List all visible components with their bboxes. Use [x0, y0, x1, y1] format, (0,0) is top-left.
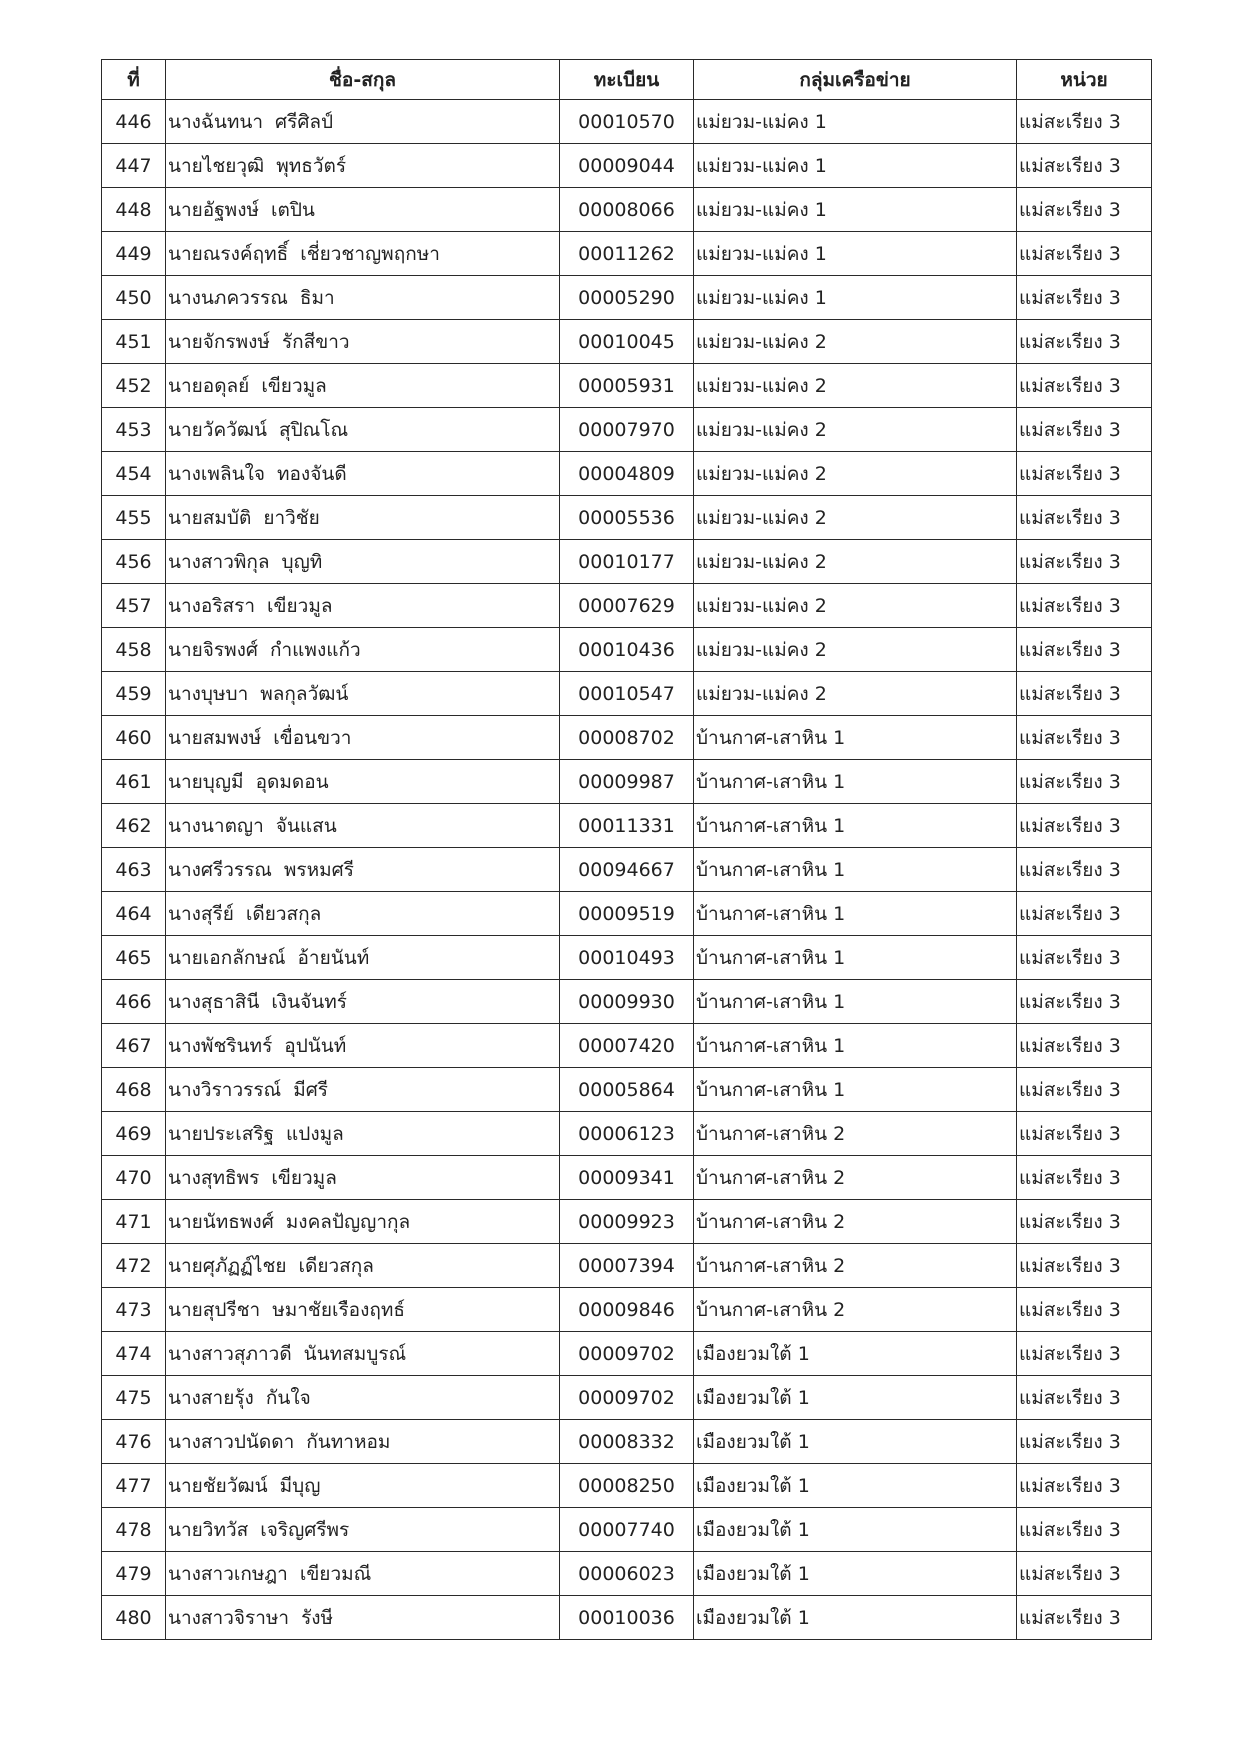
- unit: แม่สะเรียง 3: [1017, 892, 1152, 936]
- member-name: [166, 672, 560, 716]
- network-group: เมืองยวมใต้ 1: [694, 1464, 1017, 1508]
- first-name: นายอดุลย์: [168, 374, 250, 397]
- member-name: [166, 628, 560, 672]
- member-name: [166, 892, 560, 936]
- first-name: นายณรงค์ฤทธิ์: [168, 242, 289, 265]
- table-row: [102, 892, 1152, 936]
- network-group: บ้านกาศ-เสาหิน 1: [694, 980, 1017, 1024]
- member-name: [166, 760, 560, 804]
- row-number: 468: [102, 1068, 166, 1112]
- table-row: [102, 716, 1152, 760]
- last-name: พรหมศรี: [283, 858, 354, 881]
- unit: แม่สะเรียง 3: [1017, 1376, 1152, 1420]
- member-name: [166, 1596, 560, 1640]
- table-row: [102, 936, 1152, 980]
- member-name: [166, 1288, 560, 1332]
- unit: แม่สะเรียง 3: [1017, 584, 1152, 628]
- row-number: 451: [102, 320, 166, 364]
- unit: แม่สะเรียง 3: [1017, 1244, 1152, 1288]
- row-number: 479: [102, 1552, 166, 1596]
- registration-number: 00007420: [560, 1024, 694, 1068]
- first-name: นางพัชรินทร์: [168, 1034, 273, 1057]
- last-name: พลกุลวัฒน์: [260, 682, 349, 705]
- row-number: 455: [102, 496, 166, 540]
- unit: แม่สะเรียง 3: [1017, 1288, 1152, 1332]
- first-name: นางฉันทนา: [168, 110, 264, 133]
- network-group: บ้านกาศ-เสาหิน 1: [694, 760, 1017, 804]
- first-name: นายวิทวัส: [168, 1518, 249, 1541]
- network-group: เมืองยวมใต้ 1: [694, 1332, 1017, 1376]
- member-name: [166, 1464, 560, 1508]
- member-name: [166, 276, 560, 320]
- registration-number: 00007629: [560, 584, 694, 628]
- unit: แม่สะเรียง 3: [1017, 540, 1152, 584]
- table-row: [102, 584, 1152, 628]
- network-group: เมืองยวมใต้ 1: [694, 1552, 1017, 1596]
- table-row: [102, 100, 1152, 144]
- network-group: แม่ยวม-แม่คง 2: [694, 628, 1017, 672]
- unit: แม่สะเรียง 3: [1017, 452, 1152, 496]
- row-number: 472: [102, 1244, 166, 1288]
- first-name: นายนัทธพงศ์: [168, 1210, 274, 1233]
- last-name: พุทธวัตร์: [276, 154, 347, 177]
- unit: แม่สะเรียง 3: [1017, 672, 1152, 716]
- table-row: [102, 1112, 1152, 1156]
- network-group: บ้านกาศ-เสาหิน 1: [694, 936, 1017, 980]
- table-row: [102, 320, 1152, 364]
- table-row: [102, 1420, 1152, 1464]
- registration-number: 00009702: [560, 1376, 694, 1420]
- registration-number: 00007394: [560, 1244, 694, 1288]
- first-name: นางสาวจิราษา: [168, 1606, 290, 1629]
- network-group: บ้านกาศ-เสาหิน 1: [694, 848, 1017, 892]
- table-row: [102, 452, 1152, 496]
- first-name: นางสาวพิกุล: [168, 550, 270, 573]
- table-row: [102, 364, 1152, 408]
- member-list-sheet: [101, 59, 1151, 1640]
- member-name: [166, 848, 560, 892]
- network-group: แม่ยวม-แม่คง 2: [694, 364, 1017, 408]
- network-group: เมืองยวมใต้ 1: [694, 1376, 1017, 1420]
- network-group: แม่ยวม-แม่คง 2: [694, 672, 1017, 716]
- network-group: บ้านกาศ-เสาหิน 1: [694, 1024, 1017, 1068]
- row-number: 459: [102, 672, 166, 716]
- registration-number: 00010036: [560, 1596, 694, 1640]
- network-group: บ้านกาศ-เสาหิน 2: [694, 1156, 1017, 1200]
- registration-number: 00009702: [560, 1332, 694, 1376]
- registration-number: 00010547: [560, 672, 694, 716]
- unit: แม่สะเรียง 3: [1017, 1508, 1152, 1552]
- unit: แม่สะเรียง 3: [1017, 1068, 1152, 1112]
- first-name: นายสมพงษ์: [168, 726, 262, 749]
- row-number: 471: [102, 1200, 166, 1244]
- first-name: นายสมบัติ: [168, 506, 252, 529]
- last-name: สุปิณโณ: [279, 418, 349, 441]
- last-name: บุญทิ: [281, 550, 323, 573]
- row-number: 448: [102, 188, 166, 232]
- unit: แม่สะเรียง 3: [1017, 320, 1152, 364]
- member-name: [166, 1156, 560, 1200]
- registration-number: 00009923: [560, 1200, 694, 1244]
- network-group: แม่ยวม-แม่คง 2: [694, 320, 1017, 364]
- member-name: [166, 1200, 560, 1244]
- member-name: [166, 188, 560, 232]
- member-name: [166, 232, 560, 276]
- first-name: นางอริสรา: [168, 594, 256, 617]
- member-name: [166, 980, 560, 1024]
- table-row: [102, 232, 1152, 276]
- registration-number: 00004809: [560, 452, 694, 496]
- table-row: [102, 1376, 1152, 1420]
- header-name: ชื่อ-สกุล: [166, 60, 560, 100]
- table-row: [102, 408, 1152, 452]
- row-number: 475: [102, 1376, 166, 1420]
- unit: แม่สะเรียง 3: [1017, 496, 1152, 540]
- first-name: นายจิรพงศ์: [168, 638, 258, 661]
- member-name: [166, 1420, 560, 1464]
- header-registration: ทะเบียน: [560, 60, 694, 100]
- table-row: [102, 848, 1152, 892]
- unit: แม่สะเรียง 3: [1017, 936, 1152, 980]
- network-group: บ้านกาศ-เสาหิน 1: [694, 1068, 1017, 1112]
- last-name: กันใจ: [265, 1386, 311, 1409]
- first-name: นางสาวสุภาวดี: [168, 1342, 292, 1365]
- registration-number: 00009987: [560, 760, 694, 804]
- row-number: 463: [102, 848, 166, 892]
- registration-number: 00007970: [560, 408, 694, 452]
- unit: แม่สะเรียง 3: [1017, 1332, 1152, 1376]
- unit: แม่สะเรียง 3: [1017, 1596, 1152, 1640]
- table-row: [102, 1332, 1152, 1376]
- first-name: นางสุทธิพร: [168, 1166, 260, 1189]
- first-name: นายอัฐพงษ์: [168, 198, 260, 221]
- table-row: [102, 144, 1152, 188]
- member-name: [166, 364, 560, 408]
- row-number: 457: [102, 584, 166, 628]
- row-number: 453: [102, 408, 166, 452]
- table-row: [102, 1244, 1152, 1288]
- table-row: [102, 1068, 1152, 1112]
- registration-number: 00005290: [560, 276, 694, 320]
- table-row: [102, 1024, 1152, 1068]
- registration-number: 00010045: [560, 320, 694, 364]
- unit: แม่สะเรียง 3: [1017, 848, 1152, 892]
- row-number: 461: [102, 760, 166, 804]
- row-number: 473: [102, 1288, 166, 1332]
- member-name: [166, 936, 560, 980]
- table-row: [102, 276, 1152, 320]
- unit: แม่สะเรียง 3: [1017, 1200, 1152, 1244]
- row-number: 458: [102, 628, 166, 672]
- last-name: มีบุญ: [279, 1474, 321, 1497]
- network-group: บ้านกาศ-เสาหิน 1: [694, 804, 1017, 848]
- member-name: [166, 1024, 560, 1068]
- registration-number: 00010177: [560, 540, 694, 584]
- member-name: [166, 320, 560, 364]
- member-name: [166, 1244, 560, 1288]
- registration-number: 00005536: [560, 496, 694, 540]
- unit: แม่สะเรียง 3: [1017, 1156, 1152, 1200]
- table-row: [102, 1508, 1152, 1552]
- member-name: [166, 1068, 560, 1112]
- table-row: [102, 496, 1152, 540]
- header-network-group: กลุ่มเครือข่าย: [694, 60, 1017, 100]
- registration-number: 00008702: [560, 716, 694, 760]
- row-number: 477: [102, 1464, 166, 1508]
- last-name: เขียวมูล: [261, 374, 327, 397]
- table-row: [102, 1156, 1152, 1200]
- last-name: อุปนันท์: [284, 1034, 347, 1057]
- network-group: บ้านกาศ-เสาหิน 2: [694, 1200, 1017, 1244]
- member-name: [166, 804, 560, 848]
- last-name: อุดมดอน: [255, 770, 329, 793]
- last-name: มีศรี: [293, 1078, 328, 1101]
- network-group: แม่ยวม-แม่คง 1: [694, 144, 1017, 188]
- registration-number: 00008332: [560, 1420, 694, 1464]
- last-name: นันทสมบูรณ์: [303, 1342, 407, 1365]
- header-no: ที่: [102, 60, 166, 100]
- first-name: นางศรีวรรณ: [168, 858, 272, 881]
- member-name: [166, 540, 560, 584]
- registration-number: 00011262: [560, 232, 694, 276]
- first-name: นางเพลินใจ: [168, 462, 265, 485]
- first-name: นายจักรพงษ์: [168, 330, 270, 353]
- table-row: [102, 760, 1152, 804]
- member-name: [166, 496, 560, 540]
- first-name: นางสุธาสินี: [168, 990, 260, 1013]
- first-name: นายชัยวัฒน์: [168, 1474, 268, 1497]
- row-number: 464: [102, 892, 166, 936]
- member-name: [166, 408, 560, 452]
- registration-number: 00007740: [560, 1508, 694, 1552]
- table-row: [102, 1200, 1152, 1244]
- table-row: [102, 1552, 1152, 1596]
- last-name: ศรีศิลป์: [275, 110, 334, 133]
- network-group: บ้านกาศ-เสาหิน 1: [694, 892, 1017, 936]
- table-row: [102, 188, 1152, 232]
- unit: แม่สะเรียง 3: [1017, 144, 1152, 188]
- first-name: นางสายรุ้ง: [168, 1386, 254, 1409]
- network-group: แม่ยวม-แม่คง 2: [694, 584, 1017, 628]
- registration-number: 00010436: [560, 628, 694, 672]
- row-number: 465: [102, 936, 166, 980]
- registration-number: 00011331: [560, 804, 694, 848]
- network-group: บ้านกาศ-เสาหิน 2: [694, 1244, 1017, 1288]
- row-number: 474: [102, 1332, 166, 1376]
- table-row: [102, 628, 1152, 672]
- table-row: [102, 672, 1152, 716]
- network-group: บ้านกาศ-เสาหิน 1: [694, 716, 1017, 760]
- row-number: 452: [102, 364, 166, 408]
- last-name: ยาวิชัย: [263, 506, 320, 529]
- last-name: รังษี: [301, 1606, 334, 1629]
- first-name: นางสาวเกษฎา: [168, 1562, 288, 1585]
- row-number: 446: [102, 100, 166, 144]
- last-name: เดียวสกุล: [245, 902, 322, 925]
- table-header-row: [102, 60, 1152, 100]
- network-group: แม่ยวม-แม่คง 2: [694, 452, 1017, 496]
- first-name: นายสุปรีชา: [168, 1298, 261, 1321]
- network-group: เมืองยวมใต้ 1: [694, 1596, 1017, 1640]
- unit: แม่สะเรียง 3: [1017, 628, 1152, 672]
- last-name: อ้ายนันท์: [297, 946, 370, 969]
- first-name: นางบุษบา: [168, 682, 249, 705]
- registration-number: 00005931: [560, 364, 694, 408]
- registration-number: 00009519: [560, 892, 694, 936]
- last-name: เงินจันทร์: [271, 990, 348, 1013]
- first-name: นายศุภัฏฏ์ไชย: [168, 1254, 287, 1277]
- registration-number: 00009846: [560, 1288, 694, 1332]
- first-name: นางนภควรรณ: [168, 286, 288, 309]
- table-row: [102, 1464, 1152, 1508]
- row-number: 450: [102, 276, 166, 320]
- registration-number: 00009930: [560, 980, 694, 1024]
- unit: แม่สะเรียง 3: [1017, 1464, 1152, 1508]
- registration-number: 00006123: [560, 1112, 694, 1156]
- last-name: แปงมูล: [286, 1122, 344, 1145]
- table-row: [102, 804, 1152, 848]
- last-name: ธิมา: [299, 286, 335, 309]
- member-name: [166, 584, 560, 628]
- member-name: [166, 716, 560, 760]
- first-name: นายประเสริฐ: [168, 1122, 275, 1145]
- member-name: [166, 100, 560, 144]
- last-name: จันแสน: [275, 814, 337, 837]
- registration-number: 00005864: [560, 1068, 694, 1112]
- last-name: ษมาชัยเรืองฤทธ์: [272, 1298, 405, 1321]
- member-name: [166, 144, 560, 188]
- row-number: 454: [102, 452, 166, 496]
- member-name: [166, 1376, 560, 1420]
- row-number: 467: [102, 1024, 166, 1068]
- row-number: 466: [102, 980, 166, 1024]
- row-number: 449: [102, 232, 166, 276]
- network-group: แม่ยวม-แม่คง 2: [694, 408, 1017, 452]
- first-name: นางสุรีย์: [168, 902, 234, 925]
- unit: แม่สะเรียง 3: [1017, 1420, 1152, 1464]
- registration-number: 00008066: [560, 188, 694, 232]
- network-group: แม่ยวม-แม่คง 2: [694, 540, 1017, 584]
- network-group: บ้านกาศ-เสาหิน 2: [694, 1112, 1017, 1156]
- registration-number: 00009044: [560, 144, 694, 188]
- registration-number: 00010493: [560, 936, 694, 980]
- member-name: [166, 1112, 560, 1156]
- network-group: แม่ยวม-แม่คง 1: [694, 276, 1017, 320]
- row-number: 476: [102, 1420, 166, 1464]
- row-number: 480: [102, 1596, 166, 1640]
- last-name: เขื่อนขวา: [273, 726, 352, 749]
- unit: แม่สะเรียง 3: [1017, 760, 1152, 804]
- network-group: แม่ยวม-แม่คง 1: [694, 232, 1017, 276]
- network-group: แม่ยวม-แม่คง 2: [694, 496, 1017, 540]
- last-name: มงคลปัญญากุล: [285, 1210, 411, 1233]
- unit: แม่สะเรียง 3: [1017, 1024, 1152, 1068]
- last-name: เตปิน: [271, 198, 315, 221]
- unit: แม่สะเรียง 3: [1017, 716, 1152, 760]
- member-table: [101, 59, 1152, 1640]
- table-row: [102, 980, 1152, 1024]
- network-group: แม่ยวม-แม่คง 1: [694, 100, 1017, 144]
- unit: แม่สะเรียง 3: [1017, 188, 1152, 232]
- last-name: เขียวมูล: [267, 594, 333, 617]
- first-name: นายไชยวุฒิ: [168, 154, 265, 177]
- member-name: [166, 1508, 560, 1552]
- last-name: เจริญศรีพร: [260, 1518, 350, 1541]
- last-name: เดียวสกุล: [298, 1254, 374, 1277]
- row-number: 478: [102, 1508, 166, 1552]
- last-name: เชี่ยวชาญพฤกษา: [300, 242, 440, 265]
- registration-number: 00009341: [560, 1156, 694, 1200]
- last-name: รักสีขาว: [281, 330, 350, 353]
- unit: แม่สะเรียง 3: [1017, 364, 1152, 408]
- first-name: นายวัควัฒน์: [168, 418, 267, 441]
- unit: แม่สะเรียง 3: [1017, 980, 1152, 1024]
- first-name: นางสาวปนัดดา: [168, 1430, 295, 1453]
- first-name: นางนาตญา: [168, 814, 264, 837]
- row-number: 460: [102, 716, 166, 760]
- last-name: เขียวมูล: [271, 1166, 337, 1189]
- member-name: [166, 1332, 560, 1376]
- last-name: ทองจันดี: [277, 462, 347, 485]
- member-name: [166, 1552, 560, 1596]
- network-group: เมืองยวมใต้ 1: [694, 1420, 1017, 1464]
- registration-number: 00094667: [560, 848, 694, 892]
- unit: แม่สะเรียง 3: [1017, 232, 1152, 276]
- network-group: บ้านกาศ-เสาหิน 2: [694, 1288, 1017, 1332]
- registration-number: 00006023: [560, 1552, 694, 1596]
- unit: แม่สะเรียง 3: [1017, 408, 1152, 452]
- table-row: [102, 1288, 1152, 1332]
- row-number: 462: [102, 804, 166, 848]
- unit: แม่สะเรียง 3: [1017, 276, 1152, 320]
- table-body: [102, 100, 1152, 1640]
- first-name: นายเอกลักษณ์: [168, 946, 286, 969]
- unit: แม่สะเรียง 3: [1017, 100, 1152, 144]
- row-number: 447: [102, 144, 166, 188]
- last-name: เขียวมณี: [299, 1562, 372, 1585]
- unit: แม่สะเรียง 3: [1017, 1552, 1152, 1596]
- table-row: [102, 1596, 1152, 1640]
- registration-number: 00008250: [560, 1464, 694, 1508]
- header-unit: หน่วย: [1017, 60, 1152, 100]
- row-number: 469: [102, 1112, 166, 1156]
- first-name: นายบุญมี: [168, 770, 244, 793]
- first-name: นางวิราวรรณ์: [168, 1078, 282, 1101]
- registration-number: 00010570: [560, 100, 694, 144]
- network-group: เมืองยวมใต้ 1: [694, 1508, 1017, 1552]
- unit: แม่สะเรียง 3: [1017, 1112, 1152, 1156]
- row-number: 456: [102, 540, 166, 584]
- network-group: แม่ยวม-แม่คง 1: [694, 188, 1017, 232]
- last-name: กำแพงแก้ว: [270, 638, 361, 661]
- unit: แม่สะเรียง 3: [1017, 804, 1152, 848]
- row-number: 470: [102, 1156, 166, 1200]
- last-name: กันทาหอม: [306, 1430, 391, 1453]
- member-name: [166, 452, 560, 496]
- table-row: [102, 540, 1152, 584]
